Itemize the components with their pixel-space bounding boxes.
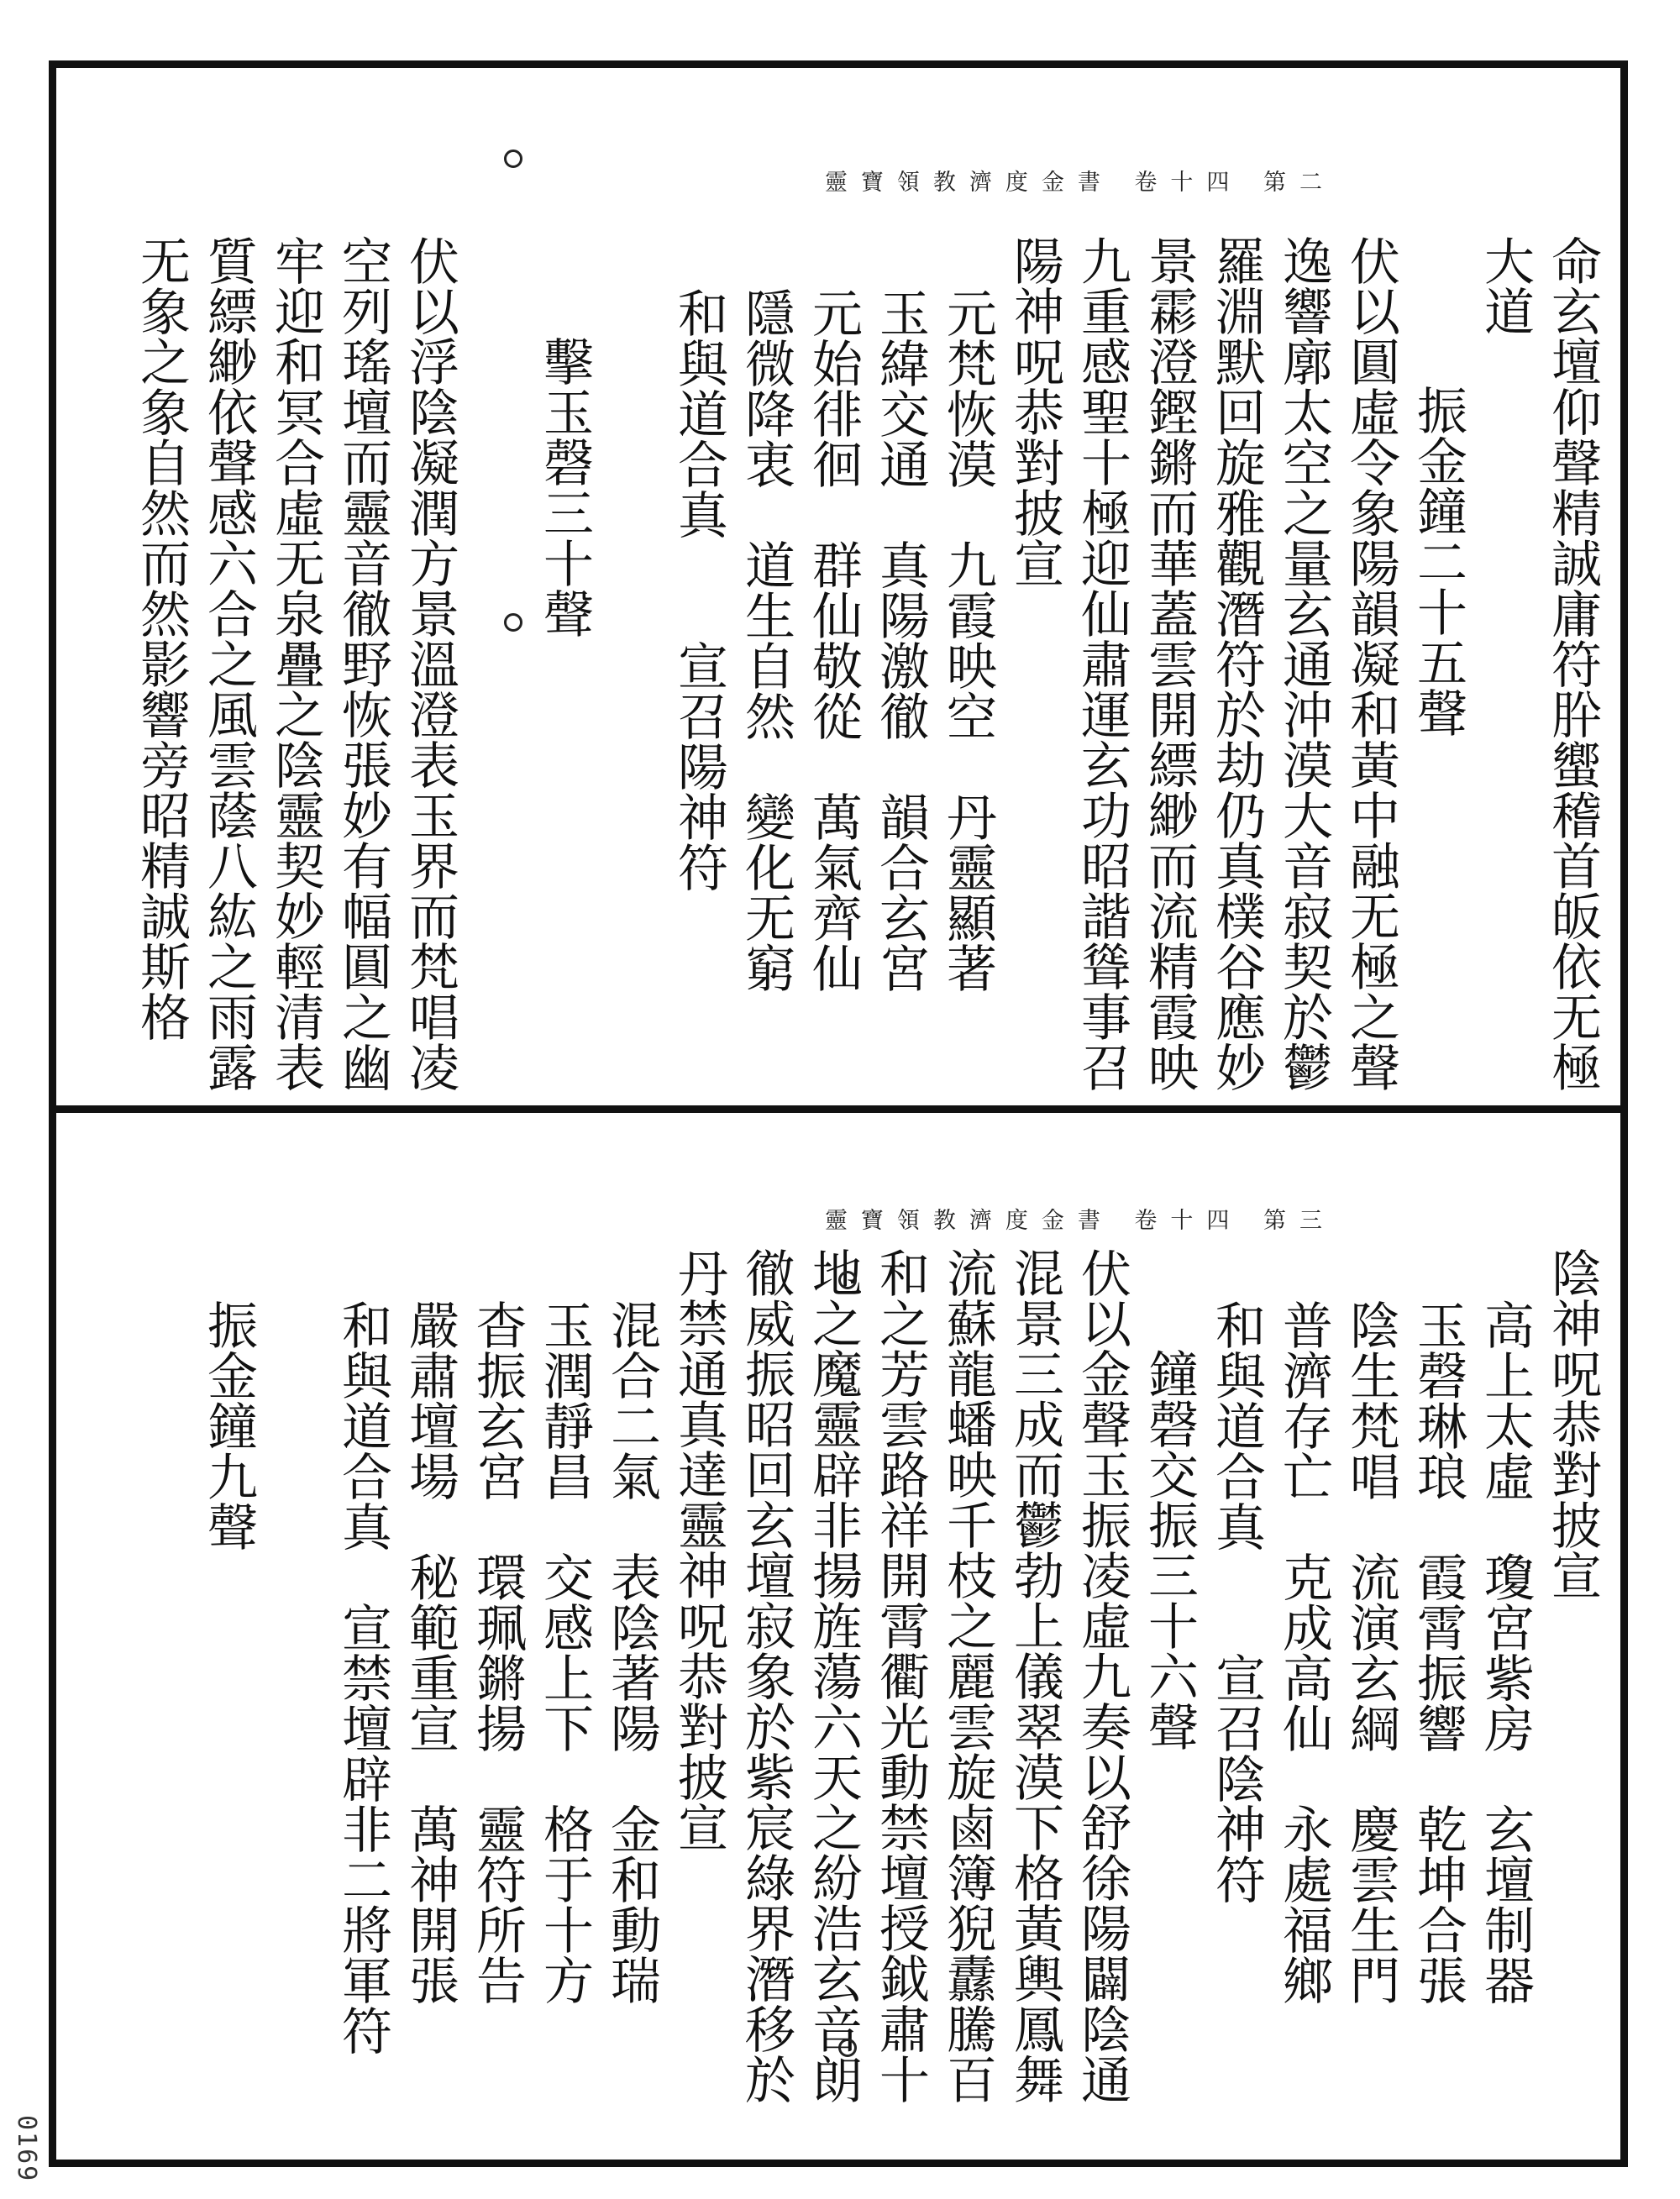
text-column: 羅淵默回旋雅觀潛符於劫仍真樸谷應妙 bbox=[1207, 235, 1266, 1092]
text-column: 无象之象自然而然影響旁昭精誠斯格 bbox=[132, 235, 191, 1042]
text-column: 混景三成而鬱勃上儀翠漠下格黃輿鳳舞 bbox=[1005, 1247, 1064, 2104]
text-column: 陰神呪恭對披宣 bbox=[1543, 1247, 1602, 1600]
page-number: 0169 bbox=[12, 2114, 41, 2182]
panel-divider bbox=[49, 1105, 1628, 1113]
text-column: 嚴肅壇場 秘範重宣 萬神開張 bbox=[401, 1299, 459, 2005]
text-column: 質縹緲依聲感六合之風雲蔭八紘之雨露 bbox=[199, 235, 258, 1092]
text-columns bbox=[197, 1247, 1604, 2104]
text-column: 丹禁通真達靈神呪恭對披宣 bbox=[669, 1247, 728, 1852]
text-column: 空列瑤壇而靈音徹野恢張妙有幅圓之幽 bbox=[333, 235, 392, 1092]
text-column: 擊玉磬三十聲 bbox=[535, 336, 594, 638]
running-header: 靈寶領教濟度金書 卷十四 第二 bbox=[824, 170, 1336, 196]
text-column: 玉潤靜昌 交感上下 格于十方 bbox=[535, 1299, 594, 2005]
text-column: 振金鐘九聲 bbox=[199, 1299, 258, 1551]
text-column: 大道 bbox=[1476, 235, 1535, 336]
bottom-page-panel bbox=[67, 1121, 1613, 2159]
running-header: 靈寶領教濟度金書 卷十四 第三 bbox=[824, 1208, 1336, 1234]
text-column: 伏以金聲玉振凌虛九奏以舒徐陽闢陰通 bbox=[1073, 1247, 1131, 2104]
text-column: 陽神呪恭對披宣 bbox=[1005, 235, 1064, 588]
text-column: 伏以浮陰凝潤方景溫澄表玉界而梵唱凌 bbox=[401, 235, 459, 1092]
circle-mark bbox=[504, 150, 522, 168]
text-column: 混合二氣 表陰著陽 金和動瑞 bbox=[602, 1299, 661, 2005]
circle-mark bbox=[504, 613, 522, 632]
text-column: 隱微降衷 道生自然 變化无窮 bbox=[737, 287, 795, 993]
circle-mark bbox=[838, 2039, 857, 2057]
text-column: 和之芳雲路祥開霄衢光動禁壇授鉞肅十 bbox=[871, 1247, 930, 2104]
text-column: 振金鐘二十五聲 bbox=[1409, 385, 1467, 737]
text-column: 徹威振昭回玄壇寂象於紫宸綠界潛移於 bbox=[737, 1247, 795, 2104]
text-column: 高上太虛 瓊宮紫房 玄壇制器 bbox=[1476, 1299, 1535, 2005]
text-column: 逸響廓太空之量玄通沖漠大音寂契於鬱 bbox=[1274, 235, 1333, 1092]
text-column: 普濟存亡 克成高仙 永處福鄉 bbox=[1274, 1299, 1333, 2005]
text-column: 玉緯交通 真陽激徹 韻合玄宮 bbox=[871, 287, 930, 993]
text-column: 元始徘徊 群仙敬從 萬氣齊仙 bbox=[804, 287, 863, 993]
text-column: 和與道合真 宣召陽神符 bbox=[669, 287, 728, 892]
text-column: 景霦澄鏗鏘而華蓋雲開縹緲而流精霞映 bbox=[1140, 235, 1199, 1092]
text-column: 伏以圓虛令象陽韻凝和黃中融无極之聲 bbox=[1341, 235, 1400, 1092]
text-column: 命玄壇仰聲精誠庸符肸蠁稽首皈依无極 bbox=[1543, 235, 1602, 1092]
text-columns bbox=[129, 235, 1604, 1092]
text-column: 和與道合真 宣召陰神符 bbox=[1207, 1299, 1266, 1904]
text-column: 和與道合真 宣禁壇辟非二將軍符 bbox=[333, 1299, 392, 2055]
text-column: 牢迎和冥合虛无泉疊之陰靈契妙輕清表 bbox=[266, 235, 325, 1092]
text-column: 元梵恢漠 九霞映空 丹靈顯著 bbox=[938, 287, 997, 993]
text-column: 杳振玄宮 環珮鏘揚 靈符所告 bbox=[468, 1299, 527, 2005]
text-column: 地之魔靈辟非揚旌蕩六天之紛浩玄音朗 bbox=[804, 1247, 863, 2104]
text-column: 流蘇龍蟠映千枝之麗雲旋鹵簿猊纛騰百 bbox=[938, 1247, 997, 2104]
text-column: 玉磬琳琅 霞霄振響 乾坤合張 bbox=[1409, 1299, 1467, 2005]
top-page-panel bbox=[67, 76, 1613, 1100]
text-column: 九重感聖十極迎仙肅運玄功昭諧聳事召 bbox=[1073, 235, 1131, 1092]
text-column: 鐘磬交振三十六聲 bbox=[1140, 1348, 1199, 1751]
circle-mark bbox=[838, 1271, 857, 1289]
text-column: 陰生梵唱 流演玄綱 慶雲生門 bbox=[1341, 1299, 1400, 2005]
